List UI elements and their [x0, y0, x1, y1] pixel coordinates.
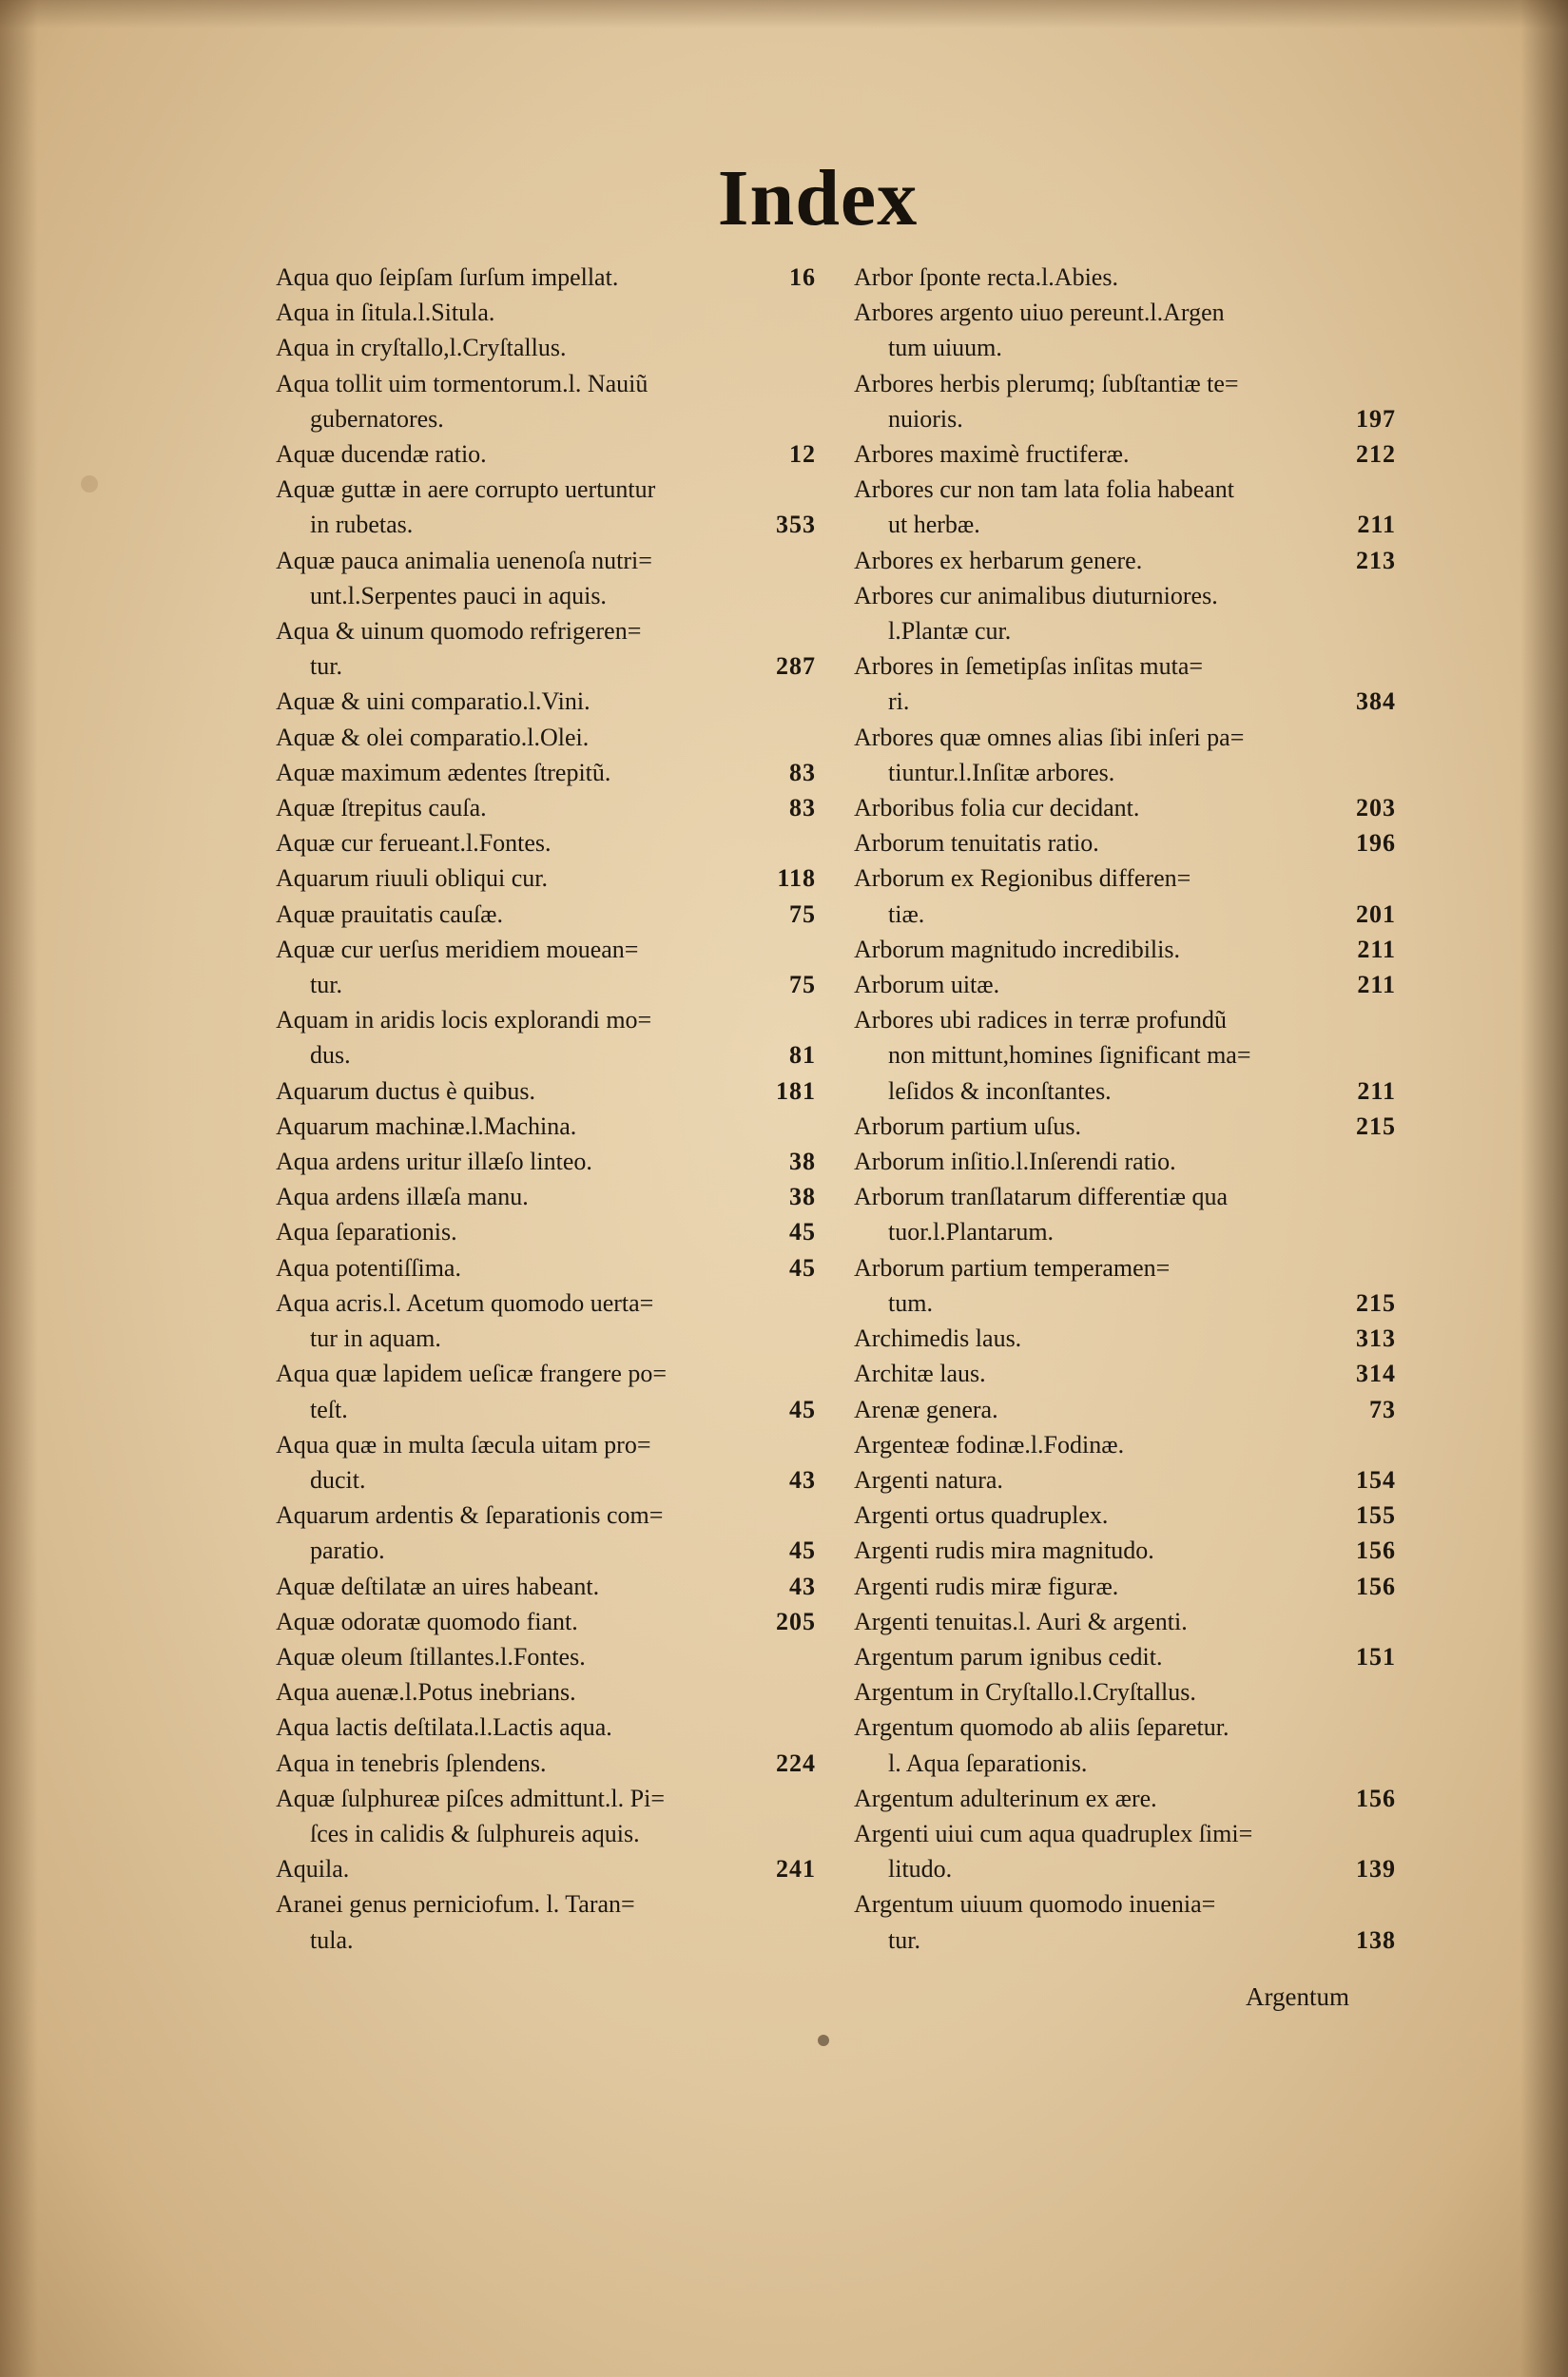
index-page-number: 205	[776, 1607, 816, 1635]
index-entry-text: Aquæ prauitatis cauſæ.	[276, 899, 504, 928]
index-entry-text: Aquæ maximum ædentes ſtrepitũ.	[276, 758, 611, 786]
index-entry	[854, 578, 1396, 613]
index-entry-text: Arborum tranſlatarum differentiæ qua	[854, 1183, 1229, 1211]
index-entry-text: Aqua ardens illæſa manu.	[276, 1183, 529, 1211]
index-page-number: 45	[789, 1218, 816, 1246]
index-entry-text: Argentum adulterinum ex ære.	[854, 1784, 1157, 1812]
index-page-number: 43	[789, 1572, 816, 1600]
index-entry-text: l. Aqua ſeparationis.	[888, 1749, 1088, 1777]
index-entry	[854, 648, 1396, 684]
index-entry	[854, 1710, 1396, 1745]
index-entry	[854, 1604, 1396, 1639]
index-entry	[854, 825, 1396, 860]
index-entry	[276, 1002, 816, 1037]
index-entry-text: Aqua quo ſeipſam ſurſum impellat.	[276, 263, 619, 291]
index-entry-text: Argenti natura.	[854, 1465, 1003, 1494]
index-entry	[276, 897, 816, 932]
index-entry-text: Arenæ genera.	[854, 1395, 998, 1423]
index-entry	[276, 1851, 816, 1886]
index-entry-text: Arborum uitæ.	[854, 971, 1000, 999]
index-entry-text: Aquæ ſulphureæ piſces admittunt.l. Pi=	[276, 1784, 665, 1812]
index-entry-text: Arborum inſitio.l.Inſerendi ratio.	[854, 1148, 1176, 1176]
index-entry-text: Aqua & uinum quomodo refrigeren=	[276, 617, 642, 646]
index-entry	[854, 1427, 1396, 1462]
index-entry-text: Aqua tollit uim tormentorum.l. Nauiũ	[276, 369, 648, 397]
index-entry-text: Aquæ oleum ſtillantes.l.Fontes.	[276, 1642, 586, 1671]
index-entry	[276, 1674, 816, 1710]
ink-dot	[818, 2035, 829, 2046]
index-page-number: 16	[789, 263, 816, 291]
index-entry-text: ſces in calidis & ſulphureis aquis.	[310, 1819, 640, 1847]
index-entry	[854, 260, 1396, 295]
index-page-number: 43	[789, 1465, 816, 1494]
index-entry-text: l.Plantæ cur.	[888, 617, 1012, 646]
index-entry-continuation	[276, 1923, 816, 1958]
index-page-number: 213	[1356, 546, 1396, 574]
index-entry	[854, 1886, 1396, 1922]
index-entry	[854, 1498, 1396, 1533]
index-page-number: 196	[1356, 829, 1396, 858]
index-entry-text: Aquarum riuuli obliqui cur.	[276, 864, 548, 893]
index-entry	[276, 1214, 816, 1249]
index-entry-text: Arboribus folia cur decidant.	[854, 794, 1140, 822]
index-entry-text: tiuntur.l.Inſitæ arbores.	[888, 758, 1115, 786]
index-entry-text: Aqua auenæ.l.Potus inebrians.	[276, 1678, 576, 1707]
index-entry	[854, 1356, 1396, 1391]
index-entry	[276, 1569, 816, 1604]
index-entry-text: unt.l.Serpentes pauci in aquis.	[310, 581, 607, 609]
index-entry	[854, 543, 1396, 578]
index-page-number: 211	[1357, 511, 1396, 539]
index-entry	[854, 1674, 1396, 1710]
index-entry-text: Aquæ ducendæ ratio.	[276, 440, 487, 469]
index-entry	[276, 1604, 816, 1639]
index-entry	[276, 1144, 816, 1179]
index-entry	[276, 860, 816, 896]
index-entry-text: Aquam in aridis locis explorandi mo=	[276, 1006, 652, 1034]
index-entry-continuation	[276, 507, 816, 542]
index-page-number: 75	[789, 899, 816, 928]
index-entry-continuation	[276, 1392, 816, 1427]
index-entry	[276, 1781, 816, 1816]
index-entry-text: Arborum ex Regionibus differen=	[854, 864, 1191, 893]
index-page-number: 45	[789, 1536, 816, 1565]
index-entry-text: Arbores cur non tam lata folia habeant	[854, 475, 1234, 504]
index-entry	[854, 1462, 1396, 1498]
index-entry-text: Aquæ cur ferueant.l.Fontes.	[276, 829, 552, 858]
index-page-number: 139	[1356, 1855, 1396, 1884]
index-entry	[854, 1002, 1396, 1037]
index-entry-continuation	[854, 330, 1396, 365]
index-entry	[276, 295, 816, 330]
index-page-number: 384	[1356, 687, 1396, 716]
index-entry-continuation	[854, 507, 1396, 542]
index-entry-continuation	[854, 1923, 1396, 1958]
index-entry-text: Argenti uiui cum aqua quadruplex ſimi=	[854, 1819, 1253, 1847]
index-entry	[854, 1781, 1396, 1816]
index-entry-text: Aqua quæ lapidem ueſicæ frangere po=	[276, 1360, 668, 1388]
index-entry-continuation	[854, 613, 1396, 648]
index-entry	[276, 1498, 816, 1533]
index-entry	[276, 543, 816, 578]
index-entry-continuation	[276, 1816, 816, 1851]
index-entry	[276, 260, 816, 295]
page-title: Index	[717, 154, 919, 242]
index-column-left	[276, 260, 816, 1958]
index-entry-text: Aquæ pauca animalia uenenoſa nutri=	[276, 546, 652, 574]
index-entry	[276, 366, 816, 401]
index-entry-text: Argenteæ fodinæ.l.Fodinæ.	[854, 1430, 1125, 1459]
index-entry	[854, 1250, 1396, 1285]
index-entry-text: Aquæ & olei comparatio.l.Olei.	[276, 723, 590, 751]
index-page-number: 156	[1356, 1572, 1396, 1600]
index-entry-text: tuor.l.Plantarum.	[888, 1218, 1055, 1246]
index-page-number: 118	[777, 864, 816, 893]
index-page-number: 156	[1356, 1536, 1396, 1565]
index-column-right	[854, 260, 1396, 1958]
index-entry-text: Arbores ex herbarum genere.	[854, 546, 1143, 574]
index-entry-text: Aquila.	[276, 1855, 350, 1884]
index-entry	[854, 860, 1396, 896]
index-entry-text: tur in aquam.	[310, 1324, 441, 1353]
index-entry	[276, 1639, 816, 1674]
index-entry-continuation	[276, 401, 816, 436]
index-entry-text: Aquæ & uini comparatio.l.Vini.	[276, 687, 590, 716]
index-page-number: 38	[789, 1148, 816, 1176]
index-entry	[854, 1639, 1396, 1674]
index-entry-text: Arbor ſponte recta.l.Abies.	[854, 263, 1118, 291]
index-entry	[276, 720, 816, 755]
index-entry-continuation	[276, 1533, 816, 1568]
index-entry-text: ut herbæ.	[888, 511, 980, 539]
index-page-number: 353	[776, 511, 816, 539]
index-entry-text: teſt.	[310, 1395, 348, 1423]
index-page-number: 154	[1356, 1465, 1396, 1494]
index-entry-continuation	[276, 1321, 816, 1356]
index-entry	[854, 295, 1396, 330]
index-entry-text: tur.	[888, 1925, 920, 1954]
index-entry-text: Argenti ortus quadruplex.	[854, 1501, 1109, 1530]
page-edge-right	[1520, 0, 1568, 2377]
index-entry	[854, 1569, 1396, 1604]
index-entry	[276, 613, 816, 648]
index-entry-continuation	[276, 578, 816, 613]
index-entry-text: Argentum uiuum quomodo inuenia=	[854, 1890, 1216, 1919]
index-entry-text: Argentum parum ignibus cedit.	[854, 1642, 1163, 1671]
index-page-number: 203	[1356, 794, 1396, 822]
index-entry	[854, 1144, 1396, 1179]
index-entry-text: leſidos & inconſtantes.	[888, 1076, 1112, 1105]
index-page-number: 224	[776, 1749, 816, 1777]
index-entry	[276, 472, 816, 507]
index-page-number: 12	[789, 440, 816, 469]
index-entry-text: Arbores in ſemetipſas inſitas muta=	[854, 652, 1204, 681]
index-entry-text: Aquæ odoratæ quomodo fiant.	[276, 1607, 578, 1635]
index-entry	[276, 932, 816, 967]
index-entry	[854, 1179, 1396, 1214]
index-entry-text: Arbores argento uiuo pereunt.l.Argen	[854, 299, 1225, 327]
index-page-number: 287	[776, 652, 816, 681]
index-entry	[276, 1073, 816, 1109]
index-page-number: 156	[1356, 1784, 1396, 1812]
index-entry	[276, 1285, 816, 1321]
index-entry	[854, 1392, 1396, 1427]
index-entry-continuation	[854, 755, 1396, 790]
index-page-number: 83	[789, 794, 816, 822]
index-entry-text: Aquæ ſtrepitus cauſa.	[276, 794, 487, 822]
index-page-number: 215	[1356, 1111, 1396, 1140]
index-entry	[854, 720, 1396, 755]
index-entry-text: Arbores maximè fructiferæ.	[854, 440, 1130, 469]
index-entry-text: Aqua ardens uritur illæſo linteo.	[276, 1148, 592, 1176]
index-entry	[276, 330, 816, 365]
index-entry-text: Aquæ deſtilatæ an uires habeant.	[276, 1572, 600, 1600]
index-entry-text: Arbores herbis plerumq; ſubſtantiæ te=	[854, 369, 1239, 397]
index-page-number: 155	[1356, 1501, 1396, 1530]
index-entry-text: Argenti tenuitas.l. Auri & argenti.	[854, 1607, 1188, 1635]
index-entry-text: Aqua ſeparationis.	[276, 1218, 457, 1246]
index-entry-text: Arbores cur animalibus diuturniores.	[854, 581, 1218, 609]
index-entry-text: tur.	[310, 971, 342, 999]
index-entry	[854, 366, 1396, 401]
index-page-number: 197	[1356, 404, 1396, 433]
index-entry	[854, 1321, 1396, 1356]
index-entry-text: tum uiuum.	[888, 334, 1002, 362]
index-entry	[276, 755, 816, 790]
index-entry-text: Aquæ guttæ in aere corrupto uertuntur	[276, 475, 656, 504]
index-page-number: 201	[1356, 899, 1396, 928]
index-entry-text: tiæ.	[888, 899, 925, 928]
paper-stain	[81, 475, 98, 493]
index-entry-text: ducit.	[310, 1465, 366, 1494]
index-entry-continuation	[854, 897, 1396, 932]
index-entry-continuation	[854, 1037, 1396, 1073]
index-entry	[854, 436, 1396, 472]
index-entry-continuation	[276, 1037, 816, 1073]
index-entry-continuation	[854, 401, 1396, 436]
index-page-number: 211	[1357, 971, 1396, 999]
index-entry-continuation	[854, 1851, 1396, 1886]
index-entry-text: Aranei genus perniciofum. l. Taran=	[276, 1890, 635, 1919]
index-page-number: 313	[1356, 1324, 1396, 1353]
index-entry-text: Aqua in ſitula.l.Situla.	[276, 299, 495, 327]
index-page-number: 215	[1356, 1288, 1396, 1317]
index-entry	[276, 1179, 816, 1214]
index-entry-text: Argenti rudis miræ figuræ.	[854, 1572, 1119, 1600]
index-entry-text: Aqua potentiſſima.	[276, 1253, 461, 1282]
index-page-number: 45	[789, 1253, 816, 1282]
index-entry-text: non mittunt,homines ſignificant ma=	[888, 1041, 1251, 1070]
index-entry	[854, 1109, 1396, 1144]
index-page-number: 211	[1357, 1076, 1396, 1105]
index-entry-continuation	[854, 1073, 1396, 1109]
index-entry-text: paratio.	[310, 1536, 385, 1565]
index-entry-text: Arbores quæ omnes alias ſibi inſeri pa=	[854, 723, 1245, 751]
index-entry	[276, 1356, 816, 1391]
index-entry-text: Argenti rudis mira magnitudo.	[854, 1536, 1154, 1565]
index-entry	[276, 1427, 816, 1462]
index-entry-text: Arborum magnitudo incredibilis.	[854, 935, 1181, 963]
index-entry-continuation	[276, 967, 816, 1002]
index-entry-text: Aquarum ardentis & ſeparationis com=	[276, 1501, 664, 1530]
index-page-number: 151	[1356, 1642, 1396, 1671]
index-entry-continuation	[276, 648, 816, 684]
index-entry	[276, 684, 816, 719]
index-entry-text: tum.	[888, 1288, 933, 1317]
index-page-number: 181	[776, 1076, 816, 1105]
index-entry-continuation	[854, 684, 1396, 719]
index-entry-text: nuioris.	[888, 404, 963, 433]
index-entry-text: dus.	[310, 1041, 351, 1070]
index-entry	[854, 1816, 1396, 1851]
index-page-number: 212	[1356, 440, 1396, 469]
index-entry-text: Aqua acris.l. Acetum quomodo uerta=	[276, 1288, 654, 1317]
index-page-number: 138	[1356, 1925, 1396, 1954]
index-entry-text: Aquarum machinæ.l.Machina.	[276, 1111, 577, 1140]
index-page-number: 241	[776, 1855, 816, 1884]
index-entry-text: litudo.	[888, 1855, 953, 1884]
index-entry-text: Argentum quomodo ab aliis ſeparetur.	[854, 1713, 1229, 1742]
index-entry-text: tur.	[310, 652, 342, 681]
page-edge-top	[0, 0, 1568, 29]
index-page-number: 38	[789, 1183, 816, 1211]
index-page-number: 75	[789, 971, 816, 999]
index-entry	[276, 1250, 816, 1285]
page-edge-left	[0, 0, 38, 2377]
index-entry-text: Aqua in tenebris ſplendens.	[276, 1749, 547, 1777]
index-entry-text: tula.	[310, 1925, 354, 1954]
index-entry	[854, 967, 1396, 1002]
index-entry	[854, 932, 1396, 967]
index-entry	[276, 1710, 816, 1745]
index-entry-text: Arborum partium temperamen=	[854, 1253, 1171, 1282]
index-page-number: 211	[1357, 935, 1396, 963]
index-entry	[276, 436, 816, 472]
index-entry-text: Arborum partium uſus.	[854, 1111, 1082, 1140]
index-entry-text: Aquarum ductus è quibus.	[276, 1076, 535, 1105]
index-entry-text: Architæ laus.	[854, 1360, 986, 1388]
index-entry	[276, 825, 816, 860]
index-entry	[276, 1109, 816, 1144]
index-entry-text: Aqua quæ in multa ſæcula uitam pro=	[276, 1430, 651, 1459]
catchword: Argentum	[1246, 1982, 1349, 2011]
index-page-number: 73	[1369, 1395, 1396, 1423]
index-page-number: 83	[789, 758, 816, 786]
index-entry-text: Arborum tenuitatis ratio.	[854, 829, 1099, 858]
index-entry-text: in rubetas.	[310, 511, 414, 539]
index-entry	[854, 1533, 1396, 1568]
index-page-number: 314	[1356, 1360, 1396, 1388]
index-entry	[276, 1746, 816, 1781]
index-entry	[276, 790, 816, 825]
index-entry-continuation	[854, 1285, 1396, 1321]
index-entry-text: Aqua lactis deſtilata.l.Lactis aqua.	[276, 1713, 612, 1742]
index-entry-text: gubernatores.	[310, 404, 444, 433]
index-entry-text: Arbores ubi radices in terræ profundũ	[854, 1006, 1228, 1034]
index-entry-continuation	[854, 1746, 1396, 1781]
index-entry	[276, 1886, 816, 1922]
index-entry	[854, 472, 1396, 507]
index-entry-text: ri.	[888, 687, 910, 716]
index-page-number: 81	[789, 1041, 816, 1070]
index-entry-text: Aquæ cur uerſus meridiem mouean=	[276, 935, 639, 963]
index-entry	[854, 790, 1396, 825]
index-entry-text: Archimedis laus.	[854, 1324, 1022, 1353]
index-entry-text: Aqua in cryſtallo,l.Cryſtallus.	[276, 334, 567, 362]
index-entry-continuation	[854, 1214, 1396, 1249]
index-entry-text: Argentum in Cryſtallo.l.Cryſtallus.	[854, 1678, 1196, 1707]
index-page-number: 45	[789, 1395, 816, 1423]
index-entry-continuation	[276, 1462, 816, 1498]
